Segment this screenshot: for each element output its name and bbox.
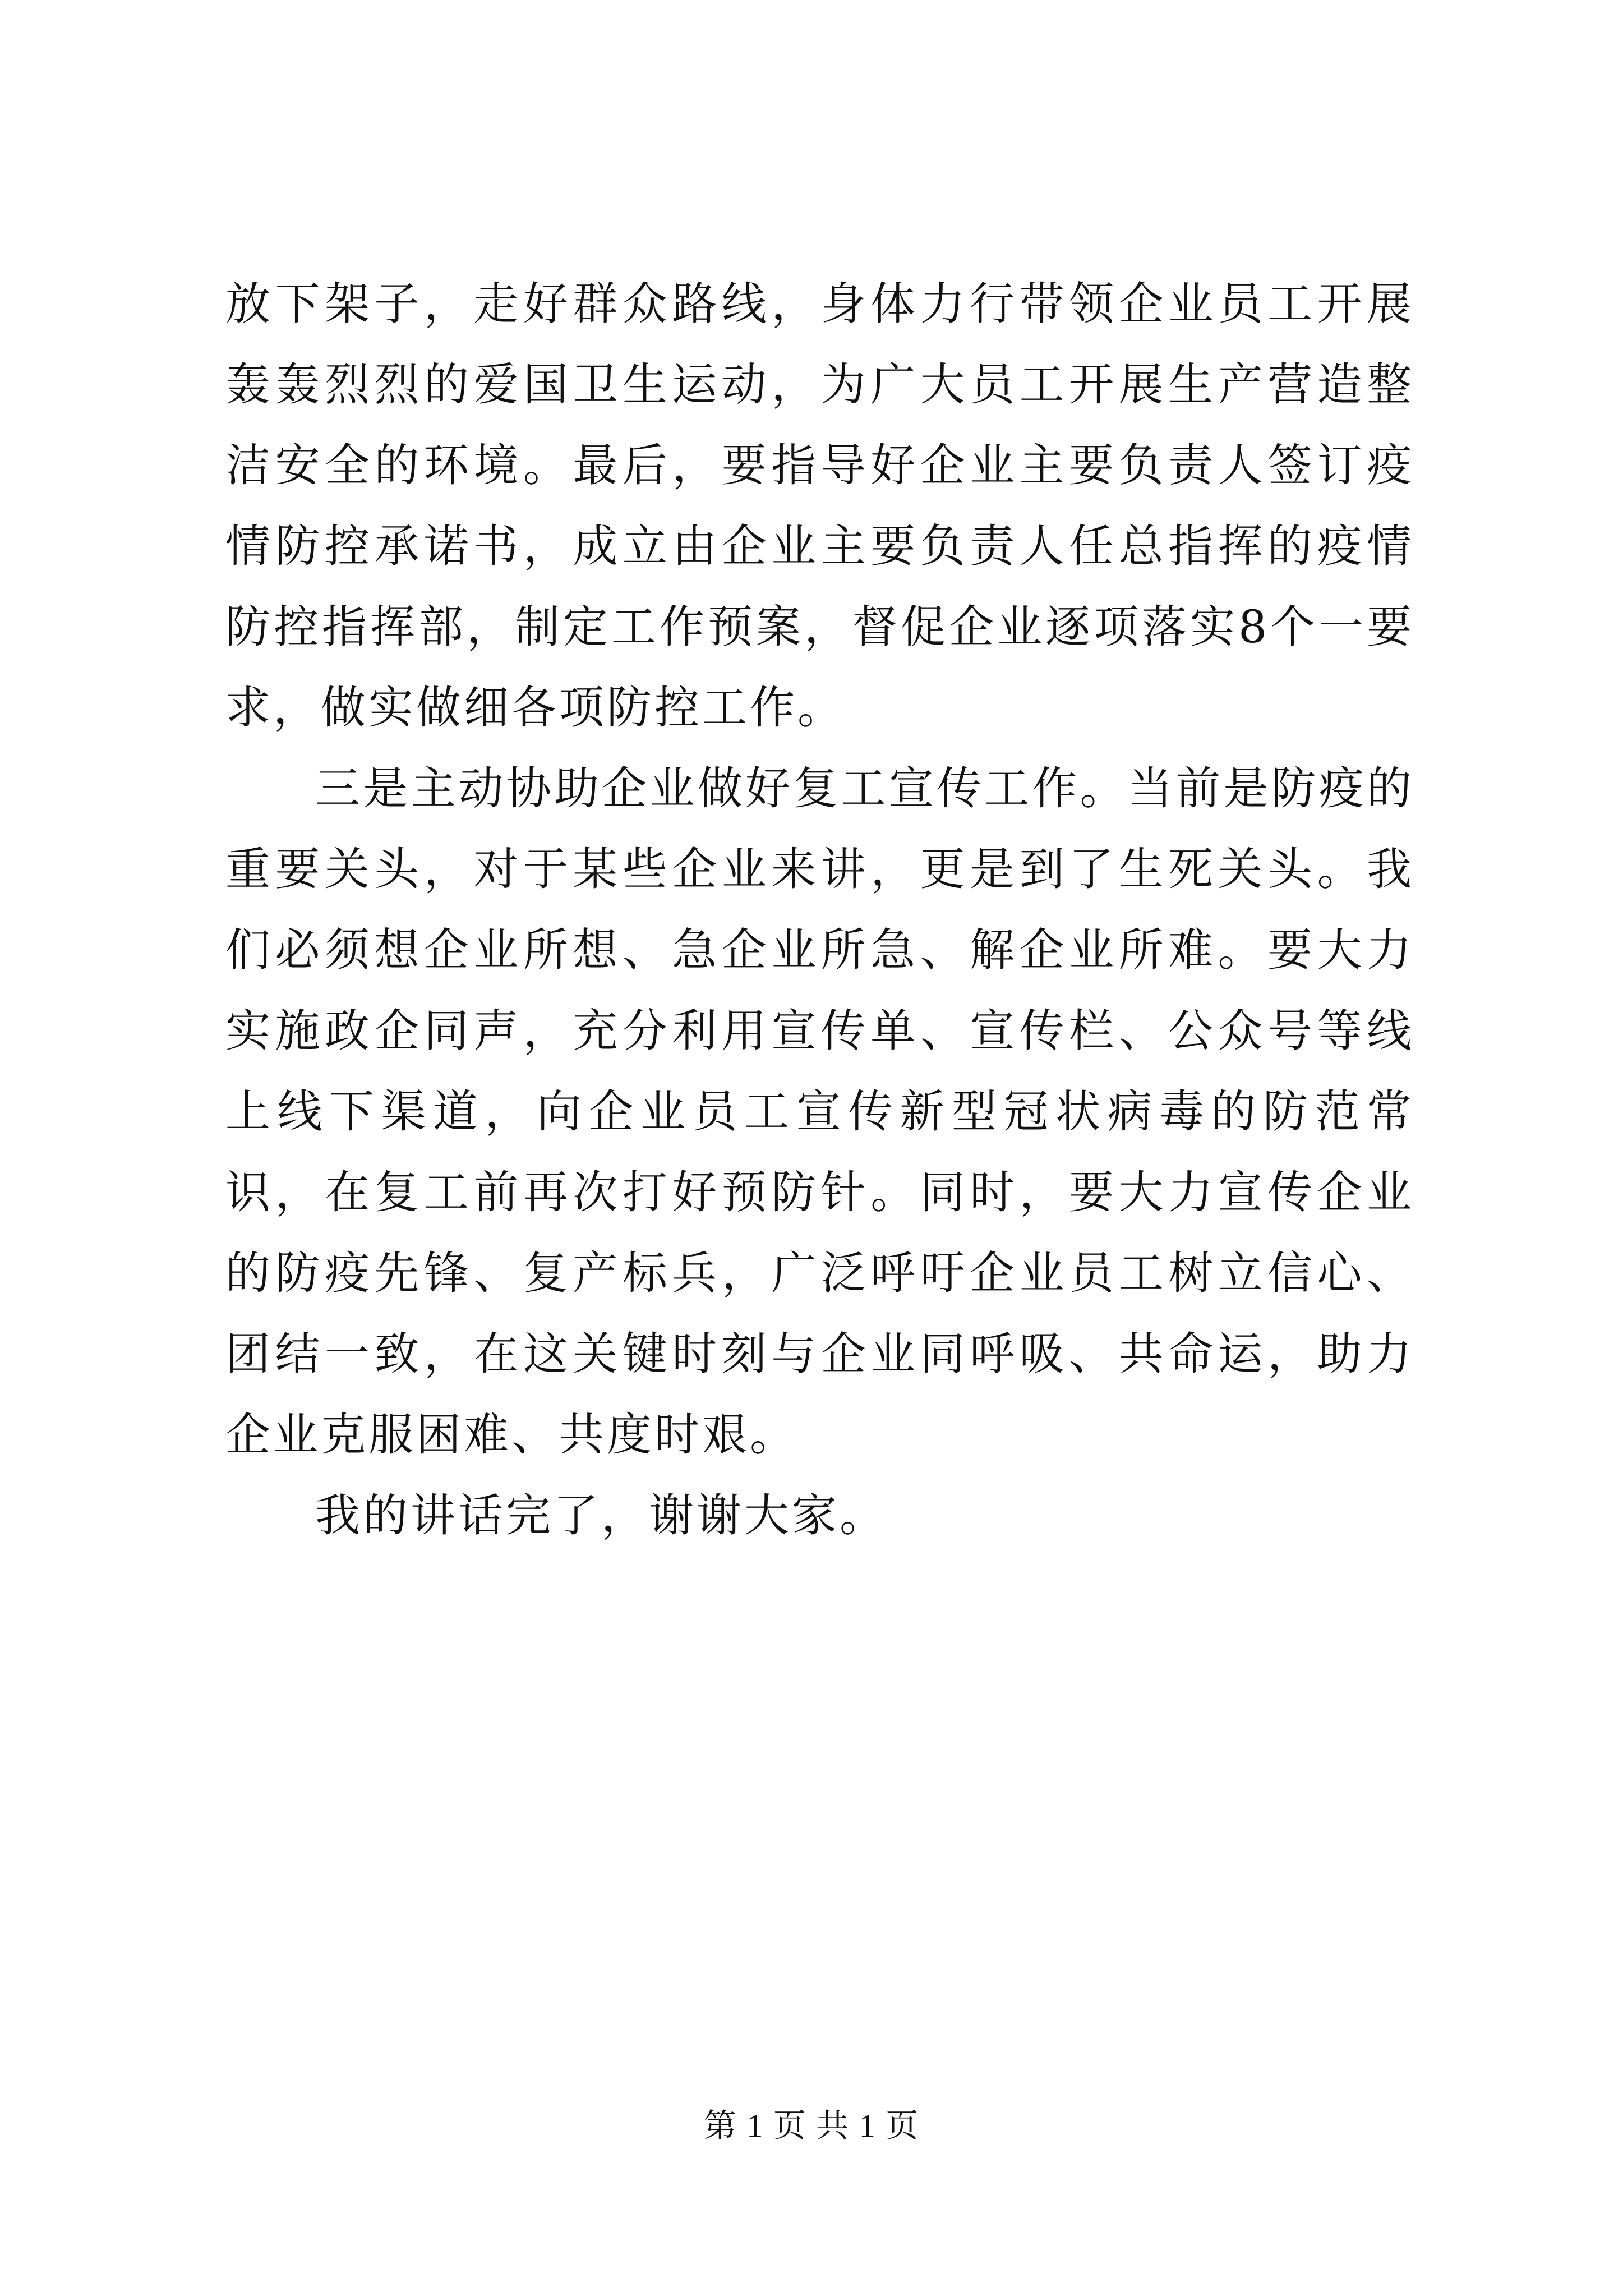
page-footer: 第 1 页 共 1 页	[703, 2108, 920, 2144]
paragraph-continuation: 放下架子，走好群众路线，身体力行带领企业员工开展轰轰烈烈的爱国卫生运动，为广大员工开展生产营造整洁安全的环境。最后，要指导好企业主要负责人签订疫情防控承诺书，成立由企业主要负责人任总指挥的疫情防控指挥部，制定工作预案，督促企业逐项落实8个一要求，做实做细各项防控工作。	[225, 278, 1414, 734]
paragraph-section-three: 三是主动协助企业做好复工宣传工作。当前是防疫的重要关头，对于某些企业来讲，更是到了生死关头。我们必须想企业所想、急企业所急、解企业所难。要大力实施政企同声，充分利用宣传单、宣传栏、公众号等线上线下渠道，向企业员工宣传新型冠状病毒的防范常识，在复工前再次打好预防针。同时，要大力宣传企业的防疫先锋、复产标兵，广泛呼吁企业员工树立信心、团结一致，在这关键时刻与企业同呼吸、共命运，助力企业克服困难、共度时艰。	[225, 762, 1414, 1461]
document-body	[225, 264, 1414, 1556]
paragraph-closing: 我的讲话完了，谢谢大家。	[315, 1489, 887, 1542]
